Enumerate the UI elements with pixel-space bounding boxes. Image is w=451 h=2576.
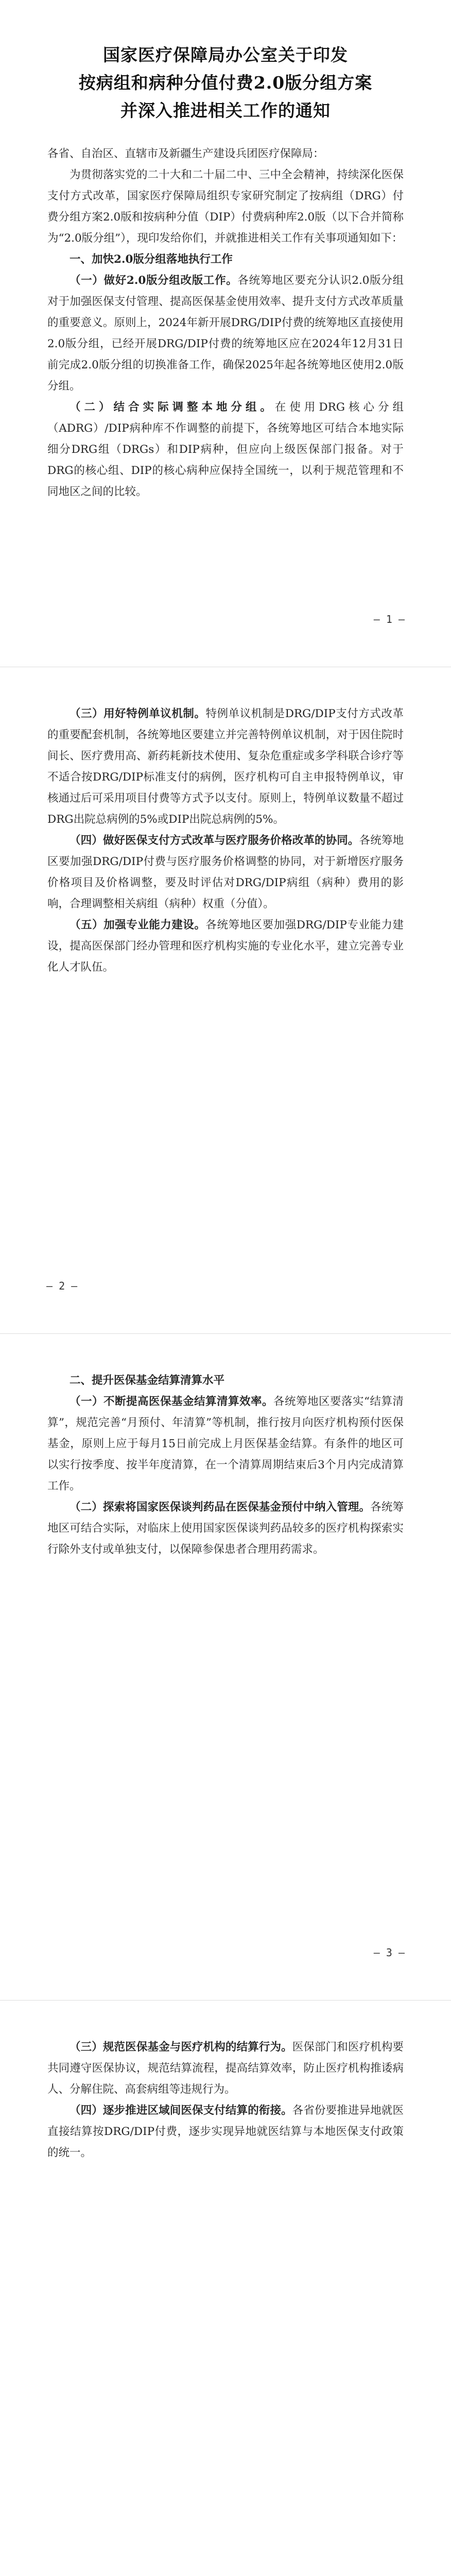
s1-item-5-label: （五）加强专业能力建设。	[70, 919, 206, 931]
s2-item-4-text: 各省份要推进异地就医直接结算按DRG/DIP付费，逐步实现异地就医结算与本地医保支付政策的统一。	[47, 2104, 404, 2159]
intro-paragraph: 为贯彻落实党的二十大和二十届二中、三中全会精神，持续深化医保支付方式改革，国家医疗保障局组织专家研究制定了按病组（DRG）付费分组方案2.0版和按病种分值（DIP）付费病种库2.0版（以下合并简称为“2.0版分组”），现印发给你们，并就推进相关工作有关事项通知如下：	[47, 168, 404, 245]
s1-item-4-label: （四）做好医保支付方式改革与医疗服务价格改革的协同。	[70, 834, 359, 847]
s1-item-4-text: 各统筹地区要加强DRG/DIP付费与医疗服务价格调整的协同，对于新增医疗服务价格项目及价格调整，要及时评估对DRG/DIP病组（病种）费用的影响，合理调整相关病组（病种）权重（分值）。	[47, 834, 404, 910]
page-number-2: — 2 —	[46, 1280, 78, 1292]
s2-item-3	[47, 2037, 404, 2100]
s1-item-3	[47, 703, 404, 830]
s1-item-1-label: （一）做好2.0版分组改版工作。	[70, 274, 238, 287]
s1-item-1	[47, 270, 404, 397]
page-2	[0, 667, 451, 1333]
section-2-heading: 二、提升医保基金结算清算水平	[70, 1374, 225, 1387]
s1-item-3-label: （三）用好特例单议机制。	[70, 707, 206, 720]
s1-item-5	[47, 914, 404, 978]
s2-item-3-label: （三）规范医保基金与医疗机构的结算行为。	[70, 2041, 292, 2054]
s1-item-3-text: 特例单议机制是DRG/DIP支付方式改革的重要配套机制，各统筹地区要建立并完善特例单议机制，对于因住院时间长、医疗费用高、新药耗新技术使用、复杂危重症或多学科联合诊疗等不适合按DRG/DIP标准支付的病例，医疗机构可自主申报特例单议，审核通过后可采用项目付费等方式予以支付。原则上，特例单议数量不超过DRG出院总病例的5%或DIP出院总病例的5%。	[47, 707, 404, 826]
title-line-1: 国家医疗保障局办公室关于印发	[103, 45, 348, 65]
page-3	[0, 1333, 451, 2000]
salutation: 各省、自治区、直辖市及新疆生产建设兵团医疗保障局：	[47, 147, 324, 160]
page-4	[0, 2000, 451, 2576]
s2-item-3-text: 医保部门和医疗机构要共同遵守医保协议，规范结算流程，提高结算效率，防止医疗机构推诿病人、分解住院、高套病组等违规行为。	[47, 2041, 404, 2096]
s1-item-2	[47, 397, 404, 502]
s1-item-1-text: 各统筹地区要充分认识2.0版分组对于加强医保支付管理、提高医保基金使用效率、提升支付方式改革质量的重要意义。原则上，2024年新开展DRG/DIP付费的统筹地区直接使用2.0版分组，已经开展DRG/DIP付费的统筹地区应在2024年12月31日前完成2.0版分组的切换准备工作，确保2025年起各统筹地区使用2.0版分组。	[47, 274, 404, 393]
s2-item-1	[47, 1391, 404, 1497]
s1-item-5-text: 各统筹地区要加强DRG/DIP专业能力建设，提高医保部门经办管理和医疗机构实施的专业化水平，建立完善专业化人才队伍。	[47, 919, 404, 974]
page-1	[0, 0, 451, 667]
title-line-3: 并深入推进相关工作的通知	[120, 100, 331, 121]
page-number-3: — 3 —	[373, 1946, 405, 1959]
s2-item-4	[47, 2100, 404, 2163]
s2-item-2-text: 各统筹地区可结合实际，对临床上使用国家医保谈判药品较多的医疗机构探索实行除外支付或单独支付，以保障参保患者合理用药需求。	[47, 1501, 404, 1556]
s2-item-1-text: 各统筹地区要落实“结算清算”，规范完善“月预付、年清算”等机制，推行按月向医疗机构预付医保基金，原则上应于每月15日前完成上月医保基金结算。有条件的地区可以实行按季度、按半年度清算，在一个清算周期结束后3个月内完成清算工作。	[47, 1395, 404, 1493]
s2-item-4-label: （四）逐步推进区域间医保支付结算的衔接。	[70, 2104, 292, 2117]
s1-item-2-text: 在使用DRG核心分组（ADRG）/DIP病种库不作调整的前提下，各统筹地区可结合本地实际细分DRG组（DRGs）和DIP病种，但应向上级医保部门报备。对于DRG的核心组、DIP的核心病种应保持全国统一，以利于规范管理和不同地区之间的比较。	[47, 401, 404, 498]
s2-item-2-label: （二）探索将国家医保谈判药品在医保基金预付中纳入管理。	[70, 1501, 371, 1514]
s2-item-2	[47, 1497, 404, 1560]
s2-item-1-label: （一）不断提高医保基金结算清算效率。	[70, 1395, 273, 1408]
title-line-2: 按病组和病种分值付费2.0版分组方案	[78, 73, 373, 93]
s1-item-4	[47, 830, 404, 914]
s1-item-2-label: （二）结合实际调整本地分组。	[70, 401, 275, 414]
page-number-1: — 1 —	[373, 613, 405, 625]
section-1-heading: 一、加快2.0版分组落地执行工作	[70, 253, 233, 266]
document-title	[47, 41, 404, 125]
